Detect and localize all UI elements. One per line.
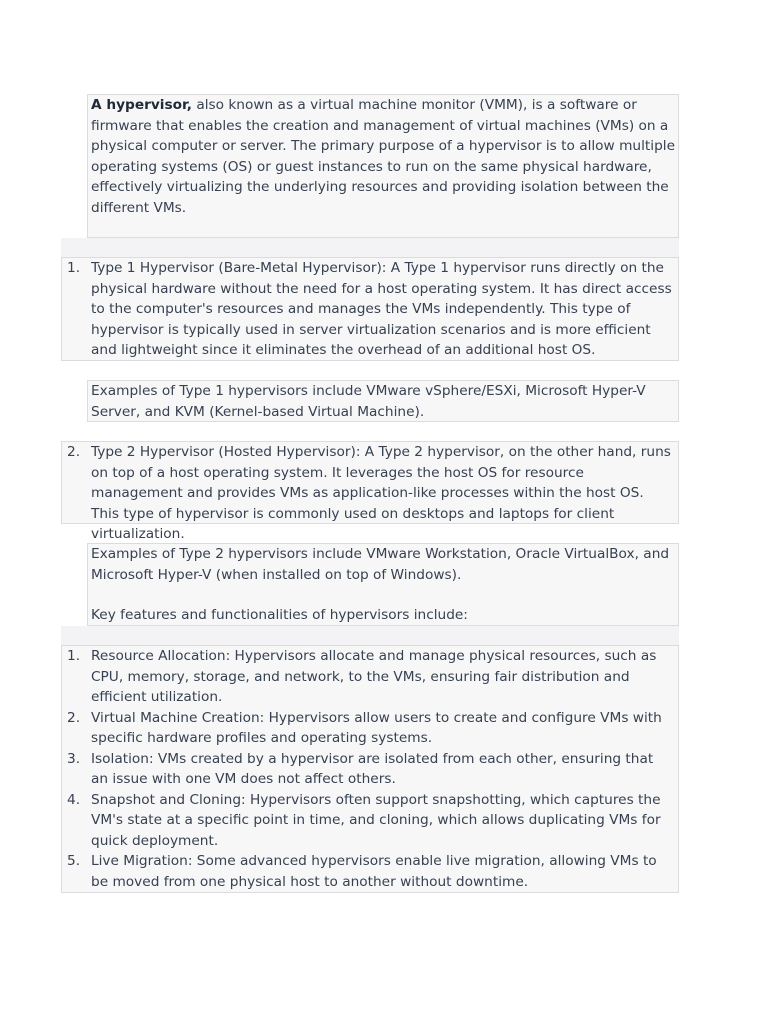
- list-number: 1.: [67, 648, 81, 664]
- features-lead: Key features and functionalities of hypervisors include:: [91, 607, 468, 623]
- list-item: [62, 646, 678, 708]
- type1-text: Type 1 Hypervisor (Bare-Metal Hypervisor): A Type 1 hypervisor runs directly on the physical hardware without the need for a host operating system. It has direct access to the computer's resources and manages the VMs independently. This type of hypervisor is typically used in server virtualization scenarios and is more efficient and lightweight since it eliminates the overhead of an additional host OS.: [91, 260, 672, 358]
- intro-block: [87, 94, 679, 238]
- list-item: [62, 442, 678, 545]
- section-separator: [61, 238, 679, 257]
- list-item: [62, 708, 678, 749]
- type1-examples-block: [87, 380, 679, 422]
- type1-examples: Examples of Type 1 hypervisors include VMware vSphere/ESXi, Microsoft Hyper-V Server, and KVM (Kernel-based Virtual Machine).: [91, 383, 646, 420]
- features-list: [61, 645, 679, 893]
- feature-text: Virtual Machine Creation: Hypervisors allow users to create and configure VMs with specific hardware profiles and operating systems.: [91, 709, 662, 746]
- feature-text: Resource Allocation: Hypervisors allocate and manage physical resources, such as CPU, memory, storage, and network, to the VMs, ensuring fair distribution and efficient utilization.: [91, 648, 657, 705]
- list-number: 1.: [67, 260, 81, 276]
- section-separator: [61, 626, 679, 645]
- list-number: 5.: [67, 853, 81, 869]
- type2-examples: Examples of Type 2 hypervisors include VMware Workstation, Oracle VirtualBox, and Microsoft Hyper-V (when installed on top of Windows).: [91, 546, 670, 583]
- intro-term: A hypervisor,: [91, 97, 192, 113]
- type2-examples-block: [87, 543, 679, 626]
- list-number: 4.: [67, 791, 81, 808]
- type2-text: Type 2 Hypervisor (Hosted Hypervisor): A Type 2 hypervisor, on the other hand, runs on top of a host operating system. It leverages the host OS for resource management and provides VMs as application-like processes within the host OS. This type of hypervisor is commonly used on desktops and laptops for client virtualization.: [91, 444, 671, 542]
- intro-paragraph: [91, 95, 678, 218]
- list-item: [62, 790, 678, 852]
- list-number: 3.: [67, 750, 81, 767]
- intro-definition: also known as a virtual machine monitor (VMM), is a software or firmware that enables the creation and management of virtual machines (VMs) on a physical computer or server. The primary purpose of a hypervisor is to allow multiple operating systems (OS) or guest instances to run on the same physical hardware, effectively virtualizing the underlying resources and providing isolation between the different VMs.: [91, 97, 675, 216]
- feature-text: Live Migration: Some advanced hypervisors enable live migration, allowing VMs to be moved from one physical host to another without downtime.: [91, 853, 657, 890]
- type2-list: [61, 441, 679, 542]
- list-item: [62, 749, 678, 790]
- list-number: 2.: [67, 444, 81, 460]
- list-item: [62, 258, 678, 361]
- type1-list: [61, 257, 679, 361]
- feature-text: Isolation: VMs created by a hypervisor are isolated from each other, ensuring that an issue with one VM does not affect others.: [91, 750, 654, 787]
- feature-text: Snapshot and Cloning: Hypervisors often support snapshotting, which captures the VM's state at a specific point in time, and cloning, which allows duplicating VMs for quick deployment.: [91, 791, 661, 849]
- list-number: 2.: [67, 709, 81, 726]
- list-item: [62, 851, 678, 892]
